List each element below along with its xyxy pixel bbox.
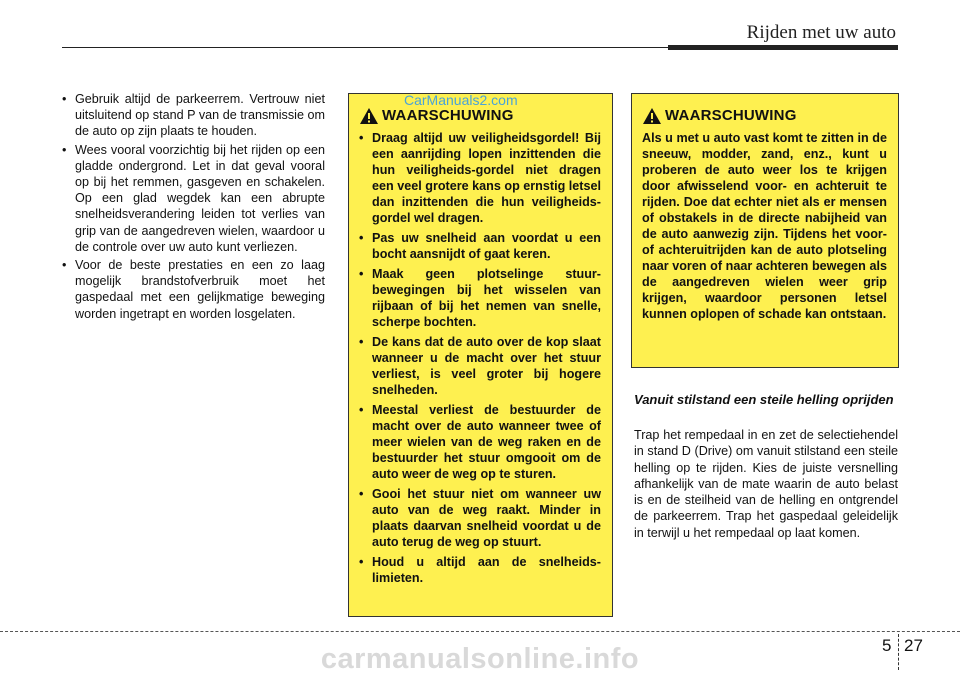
left-bullet-list: [62, 91, 325, 322]
section-heading: Vanuit stilstand een steile helling oprijden: [634, 392, 894, 407]
warning-text: Als u met u auto vast komt te zitten in de sneeuw, modder, zand, enz., kunt u proberen de auto weer los te krijgen door afwisselend voor- en achteruit te rijden. Doe dat echter niet als er mensen of obstakels in de directe nabijheid van de auto aanwezig zijn. Tijdens het voor- of achteruitrijden kan de auto plotseling naar voren of naar achteren bewegen als de aangedreven wielen weer grip krijgen, waardoor personen letsel kunnen oplopen of schade kan ontstaan.: [642, 131, 887, 321]
warning-header: [359, 106, 601, 126]
list-item: • Maak geen plotselinge stuur-bewegingen bij het wisselen van rijbaan of bij het nemen van snelle, scherpe bochten.: [359, 266, 601, 330]
warning-triangle-icon: [359, 107, 379, 125]
header-rule-accent: [668, 45, 898, 50]
list-item: • Voor de beste prestaties en een zo laag mogelijk brandstofverbruik moet het gaspedaal met een gelijkmatige beweging worden ingetrapt en worden losgelaten.: [62, 257, 325, 322]
warning-box-middle: [348, 93, 613, 617]
list-item: • Wees vooral voorzichtig bij het rijden op een gladde ondergrond. Let in dat geval vooral op bij het remmen, gasgeven en schakelen. Op een glad wegdek kan een abrupte snelheidsverandering leiden tot verlies van grip van de aangedreven wielen, waardoor u de controle over uw auto kunt verliezen.: [62, 142, 325, 255]
list-item: • De kans dat de auto over de kop slaat wanneer u de macht over het stuur verliest, is veel groter bij hogere snelheden.: [359, 334, 601, 398]
footer-watermark: carmanualsonline.info: [320, 643, 640, 675]
section-body: Trap het rempedaal in en zet de selectiehendel in stand D (Drive) om vanuit stilstand een steile helling op te rijden. Kies de juiste versnelling afhankelijk van de mate waarin de auto belast is en de steilheid van de helling en ontgrendel de parkeerrem. Trap het gaspedaal geleidelijk in terwijl u het rempedaal op laat komen.: [634, 428, 898, 540]
list-item: • Draag altijd uw veiligheidsgordel! Bij een aanrijding lopen inzittenden die hun veiligheids-gordel niet dragen een veel grotere kans op ernstig letsel dan inzittenden die hun veiligheids-gordel wel dragen.: [359, 130, 601, 226]
list-item: • Gebruik altijd de parkeerrem. Vertrouw niet uitsluitend op stand P van de transmissie om de auto op zijn plaats te houden.: [62, 91, 325, 140]
header-title: Rijden met uw auto: [746, 22, 896, 43]
chapter-number: 5: [882, 636, 892, 655]
header-rule: [62, 47, 672, 48]
list-item: • Gooi het stuur niet om wanneer uw auto van de weg raakt. Minder in plaats daarvan snelheid voordat u de auto terug de weg op stuurt.: [359, 486, 601, 550]
list-item: • Pas uw snelheid aan voordat u een bocht aansnijdt of gaat keren.: [359, 230, 601, 262]
page-number: 27: [904, 636, 923, 655]
watermark: CarManuals2.com: [404, 92, 518, 108]
warning-box-right: [631, 93, 899, 368]
warning-title: WAARSCHUWING: [665, 107, 797, 124]
footer-rule: [0, 631, 960, 632]
warning-triangle-icon: [642, 107, 662, 125]
warning-title: WAARSCHUWING: [382, 107, 514, 124]
left-column: [62, 91, 325, 324]
list-item: • Houd u altijd aan de snelheids-limieten.: [359, 554, 601, 586]
list-item: • Meestal verliest de bestuurder de macht over de auto wanneer twee of meer wielen van de weg raken en de bestuurder het stuur omgooit om de auto weer de weg op te sturen.: [359, 402, 601, 482]
warning-header: [642, 106, 887, 126]
warning-bullet-list: [359, 130, 601, 586]
